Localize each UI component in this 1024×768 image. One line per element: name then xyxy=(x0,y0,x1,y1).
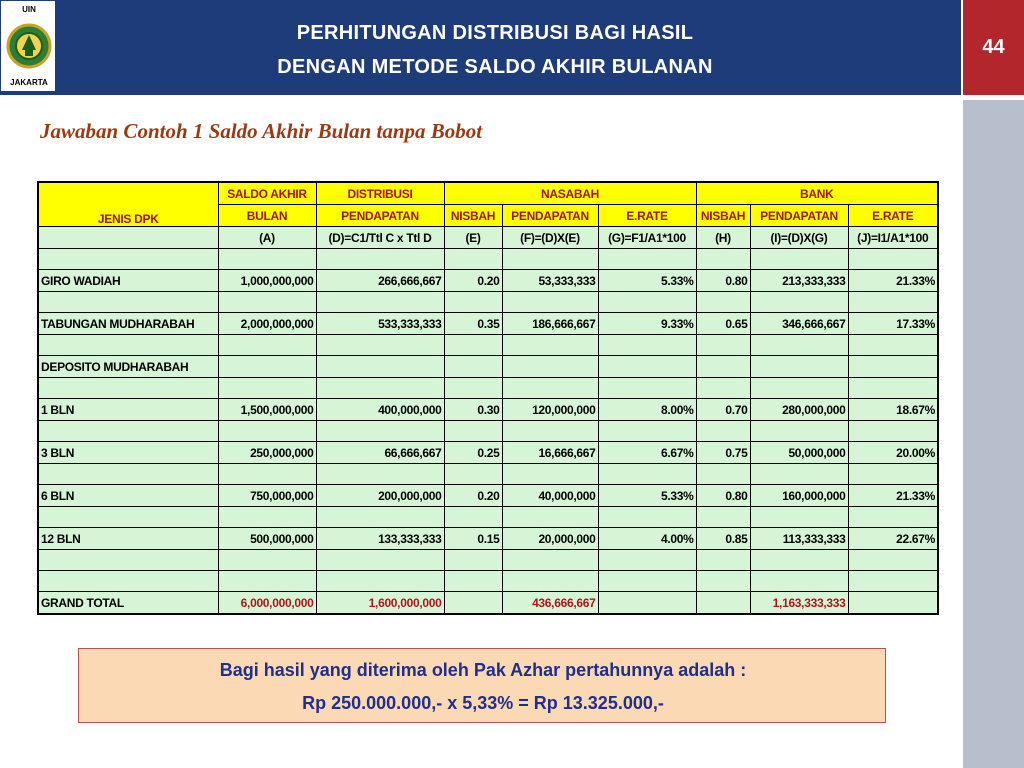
cell-n-nisbah xyxy=(444,356,502,378)
formula-cell: (I)=(D)X(G) xyxy=(750,227,848,249)
empty-cell xyxy=(444,249,502,270)
row-label: GRAND TOTAL xyxy=(38,592,218,615)
empty-cell xyxy=(848,249,938,270)
empty-cell xyxy=(696,571,750,592)
empty-cell xyxy=(848,550,938,571)
side-decoration-strip xyxy=(963,100,1024,768)
row-label: 6 BLN xyxy=(38,485,218,507)
cell-n-erate: 4.00% xyxy=(598,528,696,550)
cell-saldo: 6,000,000,000 xyxy=(218,592,316,615)
empty-cell xyxy=(38,421,218,442)
empty-cell xyxy=(502,249,598,270)
empty-cell xyxy=(218,292,316,313)
empty-cell xyxy=(316,292,444,313)
empty-cell xyxy=(598,507,696,528)
cell-n-pendapatan: 436,666,667 xyxy=(502,592,598,615)
header-nasabah-pendapatan: PENDAPATAN xyxy=(502,205,598,227)
cell-n-pendapatan xyxy=(502,356,598,378)
row-label: 1 BLN xyxy=(38,399,218,421)
grand-total-row xyxy=(38,592,938,615)
empty-cell xyxy=(218,335,316,356)
cell-n-nisbah: 0.25 xyxy=(444,442,502,464)
empty-cell xyxy=(38,507,218,528)
cell-saldo xyxy=(218,356,316,378)
empty-cell xyxy=(316,421,444,442)
empty-cell xyxy=(750,550,848,571)
empty-cell xyxy=(316,507,444,528)
empty-cell xyxy=(848,335,938,356)
cell-n-erate: 5.33% xyxy=(598,270,696,292)
empty-cell xyxy=(444,464,502,485)
spacer-row xyxy=(38,464,938,485)
spacer-row xyxy=(38,507,938,528)
row-label: 3 BLN xyxy=(38,442,218,464)
cell-b-erate: 21.33% xyxy=(848,485,938,507)
header-nasabah: NASABAH xyxy=(444,182,696,205)
cell-distribusi: 400,000,000 xyxy=(316,399,444,421)
logo-top-text: UIN xyxy=(22,5,36,14)
empty-cell xyxy=(316,249,444,270)
empty-cell xyxy=(598,378,696,399)
row-label: 12 BLN xyxy=(38,528,218,550)
empty-cell xyxy=(750,335,848,356)
empty-cell xyxy=(444,335,502,356)
empty-cell xyxy=(218,464,316,485)
page-number-box xyxy=(963,0,1024,95)
empty-cell xyxy=(750,292,848,313)
empty-cell xyxy=(38,464,218,485)
empty-cell xyxy=(316,571,444,592)
empty-cell xyxy=(696,464,750,485)
cell-n-erate: 5.33% xyxy=(598,485,696,507)
formula-cell: (H) xyxy=(696,227,750,249)
slide-title-line1: PERHITUNGAN DISTRIBUSI BAGI HASIL xyxy=(296,22,694,44)
cell-b-pendapatan: 50,000,000 xyxy=(750,442,848,464)
cell-b-nisbah: 0.80 xyxy=(696,485,750,507)
header-bank-erate: E.RATE xyxy=(848,205,938,227)
empty-cell xyxy=(598,249,696,270)
header-jenis-dpk: JENIS DPK xyxy=(38,182,218,227)
header-bank: BANK xyxy=(696,182,938,205)
row-label: GIRO WADIAH xyxy=(38,270,218,292)
cell-b-pendapatan xyxy=(750,356,848,378)
empty-cell xyxy=(316,550,444,571)
empty-cell xyxy=(502,335,598,356)
formula-cell: (J)=I1/A1*100 xyxy=(848,227,938,249)
empty-cell xyxy=(696,335,750,356)
empty-cell xyxy=(444,571,502,592)
empty-cell xyxy=(316,378,444,399)
cell-b-nisbah xyxy=(696,356,750,378)
spacer-row xyxy=(38,249,938,270)
cell-b-nisbah xyxy=(696,592,750,615)
cell-b-pendapatan: 346,666,667 xyxy=(750,313,848,335)
cell-n-pendapatan: 40,000,000 xyxy=(502,485,598,507)
spacer-row xyxy=(38,378,938,399)
cell-n-erate: 8.00% xyxy=(598,399,696,421)
cell-saldo: 750,000,000 xyxy=(218,485,316,507)
table-row xyxy=(38,313,938,335)
header-distribusi-line2: PENDAPATAN xyxy=(316,205,444,227)
empty-cell xyxy=(502,292,598,313)
empty-cell xyxy=(502,507,598,528)
empty-cell xyxy=(598,292,696,313)
cell-n-nisbah: 0.15 xyxy=(444,528,502,550)
empty-cell xyxy=(848,464,938,485)
empty-cell xyxy=(750,249,848,270)
cell-distribusi xyxy=(316,356,444,378)
cell-distribusi: 266,666,667 xyxy=(316,270,444,292)
cell-n-nisbah xyxy=(444,592,502,615)
emblem-icon xyxy=(5,17,53,75)
empty-cell xyxy=(598,571,696,592)
cell-n-nisbah: 0.30 xyxy=(444,399,502,421)
cell-b-nisbah: 0.65 xyxy=(696,313,750,335)
empty-cell xyxy=(38,550,218,571)
cell-b-erate xyxy=(848,356,938,378)
cell-n-pendapatan: 120,000,000 xyxy=(502,399,598,421)
cell-b-pendapatan: 280,000,000 xyxy=(750,399,848,421)
slide-title-line2: DENGAN METODE SALDO AKHIR BULANAN xyxy=(277,56,713,78)
formula-blank xyxy=(38,227,218,249)
empty-cell xyxy=(444,507,502,528)
formula-cell: (E) xyxy=(444,227,502,249)
empty-cell xyxy=(218,507,316,528)
cell-b-erate: 17.33% xyxy=(848,313,938,335)
empty-cell xyxy=(502,571,598,592)
empty-cell xyxy=(502,464,598,485)
cell-n-pendapatan: 16,666,667 xyxy=(502,442,598,464)
row-label: DEPOSITO MUDHARABAH xyxy=(38,356,218,378)
result-callout xyxy=(78,648,886,723)
cell-b-nisbah: 0.70 xyxy=(696,399,750,421)
empty-cell xyxy=(218,550,316,571)
empty-cell xyxy=(848,421,938,442)
empty-cell xyxy=(316,464,444,485)
header-nasabah-erate: E.RATE xyxy=(598,205,696,227)
header-row-1 xyxy=(38,182,938,205)
empty-cell xyxy=(316,335,444,356)
empty-cell xyxy=(750,421,848,442)
table-row xyxy=(38,356,938,378)
cell-b-erate: 20.00% xyxy=(848,442,938,464)
table-row xyxy=(38,528,938,550)
cell-b-pendapatan: 213,333,333 xyxy=(750,270,848,292)
empty-cell xyxy=(502,421,598,442)
cell-b-erate xyxy=(848,592,938,615)
empty-cell xyxy=(218,378,316,399)
empty-cell xyxy=(444,292,502,313)
empty-cell xyxy=(598,464,696,485)
cell-saldo: 1,500,000,000 xyxy=(218,399,316,421)
cell-n-pendapatan: 53,333,333 xyxy=(502,270,598,292)
table-body xyxy=(38,249,938,615)
table-row xyxy=(38,270,938,292)
empty-cell xyxy=(848,292,938,313)
header-saldo-line1: SALDO AKHIR xyxy=(218,182,316,205)
empty-cell xyxy=(502,550,598,571)
empty-cell xyxy=(750,464,848,485)
empty-cell xyxy=(218,249,316,270)
empty-cell xyxy=(848,378,938,399)
cell-b-erate: 18.67% xyxy=(848,399,938,421)
formula-cell: (A) xyxy=(218,227,316,249)
spacer-row xyxy=(38,571,938,592)
header-distribusi-line1: DISTRIBUSI xyxy=(316,182,444,205)
cell-n-nisbah: 0.20 xyxy=(444,270,502,292)
empty-cell xyxy=(38,249,218,270)
spacer-row xyxy=(38,292,938,313)
formula-cell: (G)=F1/A1*100 xyxy=(598,227,696,249)
empty-cell xyxy=(598,421,696,442)
logo-bottom-text: JAKARTA xyxy=(10,78,48,87)
table-row xyxy=(38,399,938,421)
empty-cell xyxy=(696,292,750,313)
cell-distribusi: 200,000,000 xyxy=(316,485,444,507)
header-bank-pendapatan: PENDAPATAN xyxy=(750,205,848,227)
empty-cell xyxy=(444,550,502,571)
cell-n-erate xyxy=(598,356,696,378)
distribution-table xyxy=(37,181,939,615)
cell-n-pendapatan: 186,666,667 xyxy=(502,313,598,335)
page-number: 44 xyxy=(982,36,1005,58)
cell-distribusi: 1,600,000,000 xyxy=(316,592,444,615)
cell-b-pendapatan: 160,000,000 xyxy=(750,485,848,507)
formula-row xyxy=(38,227,938,249)
cell-saldo: 2,000,000,000 xyxy=(218,313,316,335)
empty-cell xyxy=(750,571,848,592)
formula-cell: (F)=(D)X(E) xyxy=(502,227,598,249)
cell-saldo: 1,000,000,000 xyxy=(218,270,316,292)
cell-b-nisbah: 0.80 xyxy=(696,270,750,292)
university-logo xyxy=(0,0,56,92)
cell-b-erate: 21.33% xyxy=(848,270,938,292)
empty-cell xyxy=(750,378,848,399)
empty-cell xyxy=(696,378,750,399)
spacer-row xyxy=(38,335,938,356)
spacer-row xyxy=(38,550,938,571)
slide-header xyxy=(0,0,961,95)
cell-b-nisbah: 0.75 xyxy=(696,442,750,464)
cell-n-nisbah: 0.35 xyxy=(444,313,502,335)
empty-cell xyxy=(38,292,218,313)
empty-cell xyxy=(750,507,848,528)
empty-cell xyxy=(444,378,502,399)
table-row xyxy=(38,485,938,507)
empty-cell xyxy=(848,507,938,528)
empty-cell xyxy=(598,550,696,571)
formula-cell: (D)=C1/Ttl C x Ttl D xyxy=(316,227,444,249)
cell-n-pendapatan: 20,000,000 xyxy=(502,528,598,550)
result-statement: Bagi hasil yang diterima oleh Pak Azhar pertahunnya adalah : xyxy=(219,660,747,680)
empty-cell xyxy=(38,378,218,399)
header-saldo-line2: BULAN xyxy=(218,205,316,227)
empty-cell xyxy=(444,421,502,442)
cell-b-nisbah: 0.85 xyxy=(696,528,750,550)
empty-cell xyxy=(502,378,598,399)
cell-distribusi: 66,666,667 xyxy=(316,442,444,464)
empty-cell xyxy=(696,249,750,270)
header-bank-nisbah: NISBAH xyxy=(696,205,750,227)
empty-cell xyxy=(848,571,938,592)
empty-cell xyxy=(218,571,316,592)
row-label: TABUNGAN MUDHARABAH xyxy=(38,313,218,335)
cell-n-erate: 9.33% xyxy=(598,313,696,335)
cell-saldo: 250,000,000 xyxy=(218,442,316,464)
cell-b-pendapatan: 113,333,333 xyxy=(750,528,848,550)
empty-cell xyxy=(696,421,750,442)
cell-n-nisbah: 0.20 xyxy=(444,485,502,507)
cell-n-erate xyxy=(598,592,696,615)
empty-cell xyxy=(38,335,218,356)
header-nasabah-nisbah: NISBAH xyxy=(444,205,502,227)
cell-saldo: 500,000,000 xyxy=(218,528,316,550)
cell-b-pendapatan: 1,163,333,333 xyxy=(750,592,848,615)
cell-distribusi: 533,333,333 xyxy=(316,313,444,335)
cell-distribusi: 133,333,333 xyxy=(316,528,444,550)
empty-cell xyxy=(218,421,316,442)
empty-cell xyxy=(38,571,218,592)
slide-subtitle: Jawaban Contoh 1 Saldo Akhir Bulan tanpa Bobot xyxy=(40,119,483,143)
empty-cell xyxy=(696,550,750,571)
cell-b-erate: 22.67% xyxy=(848,528,938,550)
spacer-row xyxy=(38,421,938,442)
cell-n-erate: 6.67% xyxy=(598,442,696,464)
table-row xyxy=(38,442,938,464)
empty-cell xyxy=(598,335,696,356)
result-calculation: Rp 250.000.000,- x 5,33% = Rp 13.325.000,- xyxy=(302,693,664,713)
empty-cell xyxy=(696,507,750,528)
